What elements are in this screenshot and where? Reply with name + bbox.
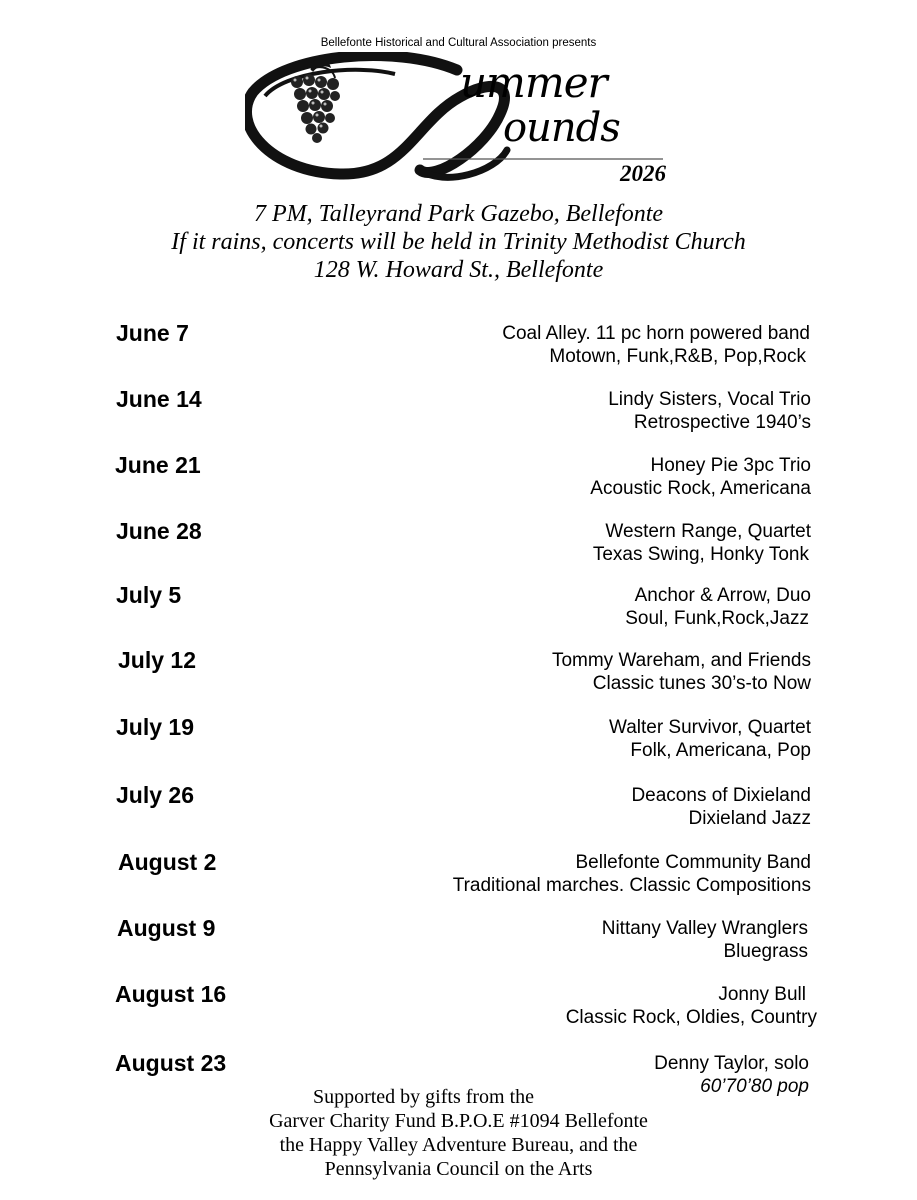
genre: Folk, Americana, Pop xyxy=(630,740,811,761)
concert-date: July 19 xyxy=(116,714,194,740)
schedule-row xyxy=(0,318,917,378)
genre: Retrospective 1940’s xyxy=(633,412,811,433)
performer: Deacons of Dixieland xyxy=(631,785,811,806)
genre: Dixieland Jazz xyxy=(688,808,811,829)
sponsor-line: Pennsylvania Council on the Arts xyxy=(324,1158,593,1180)
concert-date: July 12 xyxy=(118,647,196,673)
sponsor-intro: Supported by gifts from the xyxy=(312,1086,535,1108)
sponsor-line: Garver Charity Fund B.P.O.E #1094 Bellefonte xyxy=(269,1110,648,1132)
schedule-row xyxy=(0,450,917,510)
concert-date: August 2 xyxy=(118,849,217,875)
concert-date: August 9 xyxy=(117,915,216,941)
venue-time-location: 7 PM, Talleyrand Park Gazebo, Bellefonte xyxy=(253,201,664,227)
schedule-row xyxy=(0,979,917,1039)
performer: Honey Pie 3pc Trio xyxy=(650,455,811,476)
performer: Tommy Wareham, and Friends xyxy=(551,650,811,671)
presenter-line: Bellefonte Historical and Cultural Association presents xyxy=(320,37,597,49)
performer: Walter Survivor, Quartet xyxy=(608,717,811,738)
genre: Traditional marches. Classic Compositions xyxy=(452,875,811,896)
venue-info xyxy=(0,200,917,284)
schedule-row xyxy=(0,384,917,444)
sponsors xyxy=(0,1085,917,1181)
concert-date: June 28 xyxy=(116,518,202,544)
genre: Bluegrass xyxy=(723,941,808,962)
genre: Motown, Funk,R&B, Pop,Rock xyxy=(549,346,806,367)
performer: Western Range, Quartet xyxy=(605,521,811,542)
concert-date: June 21 xyxy=(115,452,201,478)
performer: Coal Alley. 11 pc horn powered band xyxy=(502,323,810,344)
genre: Classic tunes 30’s-to Now xyxy=(592,673,811,694)
concert-date: June 7 xyxy=(116,320,189,346)
performer: Bellefonte Community Band xyxy=(575,852,811,873)
schedule-row xyxy=(0,913,917,973)
genre: 60’70’80 pop xyxy=(700,1076,809,1097)
venue-rain-location: If it rains, concerts will be held in Trinity Methodist Church xyxy=(171,229,746,255)
summer-sounds-logo xyxy=(245,52,675,192)
concert-date: July 26 xyxy=(116,782,194,808)
performer: Anchor & Arrow, Duo xyxy=(634,585,811,606)
venue-address: 128 W. Howard St., Bellefonte xyxy=(313,257,604,283)
sponsor-line: the Happy Valley Adventure Bureau, and the xyxy=(279,1134,638,1156)
concert-date: June 14 xyxy=(116,386,202,412)
schedule-row xyxy=(0,580,917,640)
genre: Acoustic Rock, Americana xyxy=(590,478,811,499)
genre: Classic Rock, Oldies, Country xyxy=(565,1007,817,1028)
schedule-row xyxy=(0,645,917,705)
year: 2026 xyxy=(620,161,666,186)
schedule-row xyxy=(0,712,917,772)
performer: Lindy Sisters, Vocal Trio xyxy=(608,389,811,410)
concert-date: August 16 xyxy=(115,981,227,1007)
concert-date: August 23 xyxy=(115,1050,227,1076)
concert-date: July 5 xyxy=(116,582,182,608)
schedule-row xyxy=(0,780,917,840)
performer: Jonny Bull xyxy=(718,984,806,1005)
genre: Texas Swing, Honky Tonk xyxy=(592,544,809,565)
logo-sounds-text: ounds xyxy=(503,105,620,151)
schedule-row xyxy=(0,847,917,907)
schedule-row xyxy=(0,516,917,576)
performer: Nittany Valley Wranglers xyxy=(601,918,808,939)
genre: Soul, Funk,Rock,Jazz xyxy=(625,608,809,629)
performer: Denny Taylor, solo xyxy=(654,1053,809,1074)
logo-summer-text: ummer xyxy=(460,58,607,107)
